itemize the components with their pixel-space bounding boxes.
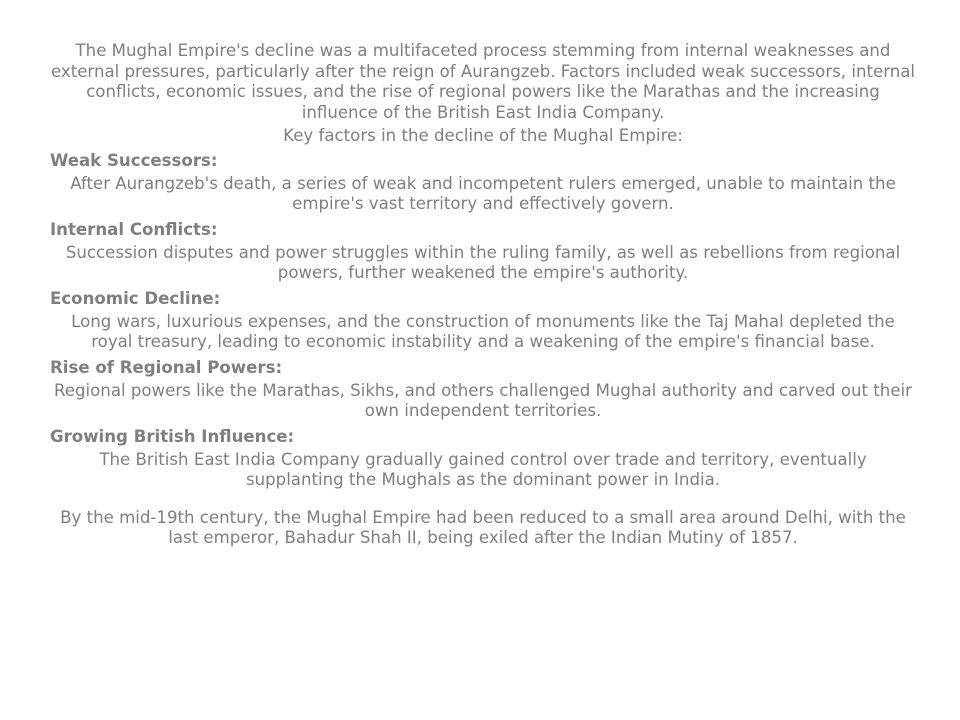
factor-section-weak-successors: [48, 151, 918, 215]
factor-section-british-influence: [48, 427, 918, 491]
key-factors-heading: Key factors in the decline of the Mughal Empire:: [283, 126, 683, 145]
section-title: Economic Decline:: [50, 288, 221, 308]
section-title: Rise of Regional Powers:: [50, 357, 283, 377]
section-title: Growing British Influence:: [50, 426, 295, 446]
factor-section-regional-powers: [48, 358, 918, 422]
section-body: Regional powers like the Marathas, Sikhs, and others challenged Mughal authority and carved out their own independent territories.: [54, 380, 912, 420]
factor-section-internal-conflicts: [48, 220, 918, 284]
section-title: Internal Conflicts:: [50, 219, 218, 239]
intro-paragraph: The Mughal Empire's decline was a multifaceted process stemming from internal weaknesses and external pressures, particularly after the reign of Aurangzeb. Factors included weak successors, internal conflicts, economic issues, and the rise of regional powers like the Marathas and the increasing influence of the British East India Company.: [50, 41, 916, 122]
section-body: After Aurangzeb's death, a series of weak and incompetent rulers emerged, unable to maintain the empire's vast territory and effectively govern.: [70, 173, 896, 213]
document-slide: [48, 41, 918, 549]
conclusion-paragraph: By the mid-19th century, the Mughal Empire had been reduced to a small area around Delhi, with the last emperor, Bahadur Shah II, being exiled after the Indian Mutiny of 1857.: [60, 507, 906, 547]
section-title: Weak Successors:: [50, 150, 218, 170]
factor-section-economic-decline: [48, 289, 918, 353]
section-body: Long wars, luxurious expenses, and the construction of monuments like the Taj Mahal depleted the royal treasury, leading to economic instability and a weakening of the empire's financial base.: [71, 311, 895, 351]
section-body: Succession disputes and power struggles within the ruling family, as well as rebellions from regional powers, further weakened the empire's authority.: [65, 242, 901, 282]
section-body: The British East India Company gradually gained control over trade and territory, eventually supplanting the Mughals as the dominant power in India.: [99, 449, 867, 489]
